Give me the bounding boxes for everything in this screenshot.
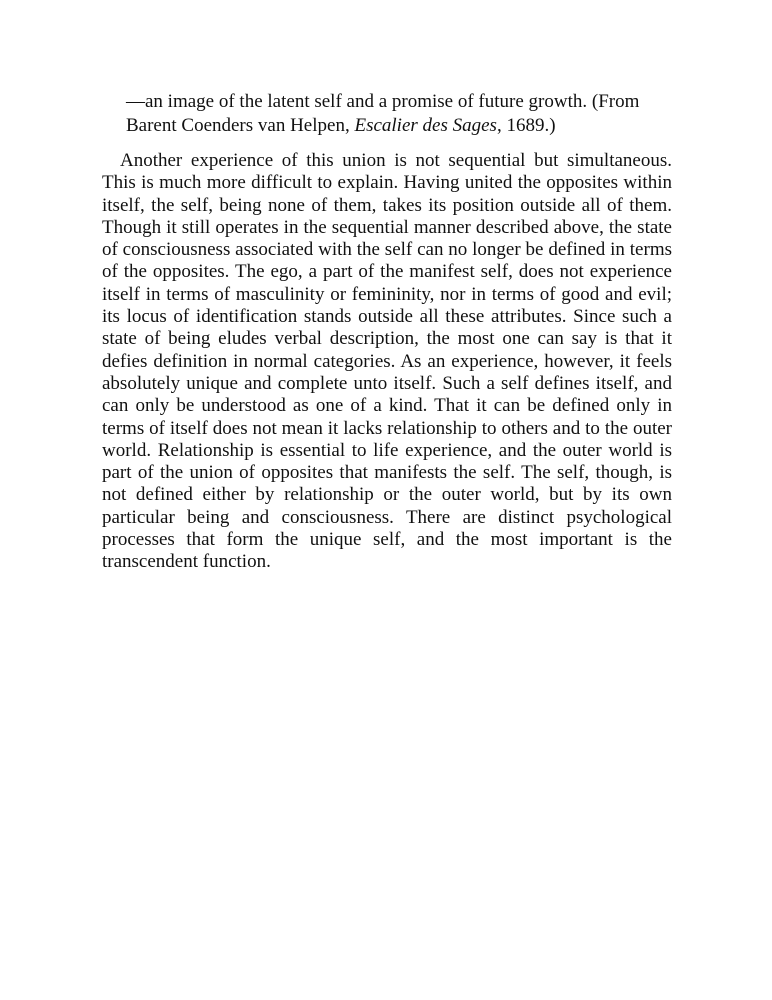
caption-book-title: Escalier des Sages (354, 115, 497, 136)
figure-caption (126, 90, 686, 138)
body-paragraph: Another experience of this union is not sequential but simultaneous. This is much more difficult to explain. Having united the opposites within itself, the self, being none of them, takes its position outside all of them. Though it still operates in the sequential manner described above, the state of consciousness associated with the self can no longer be defined in terms of the opposites. The ego, a part of the manifest self, does not experience itself in terms of masculinity or femininity, nor in terms of good and evil; its locus of identification stands outside all these attributes. Since such a state of being eludes verbal description, the most one can say is that it defies definition in normal categories. As an experience, however, it feels absolutely unique and complete unto itself. Such a self defines itself, and can only be understood as one of a kind. That it can be defined only in terms of itself does not mean it lacks relationship to others and to the outer world. Relationship is essential to life experience, and the outer world is part of the union of opposites that manifests the self. The self, though, is not defined either by relationship or the outer world, but by its own particular being and consciousness. There are distinct psychological processes that form the unique self, and the most important is the transcendent function. (102, 150, 672, 573)
caption-line-2-prefix: Barent Coenders van Helpen, (126, 115, 355, 136)
caption-line-2-suffix: , 1689.) (496, 115, 556, 136)
caption-line-1: —an image of the latent self and a promise of future growth. (From (126, 91, 640, 112)
